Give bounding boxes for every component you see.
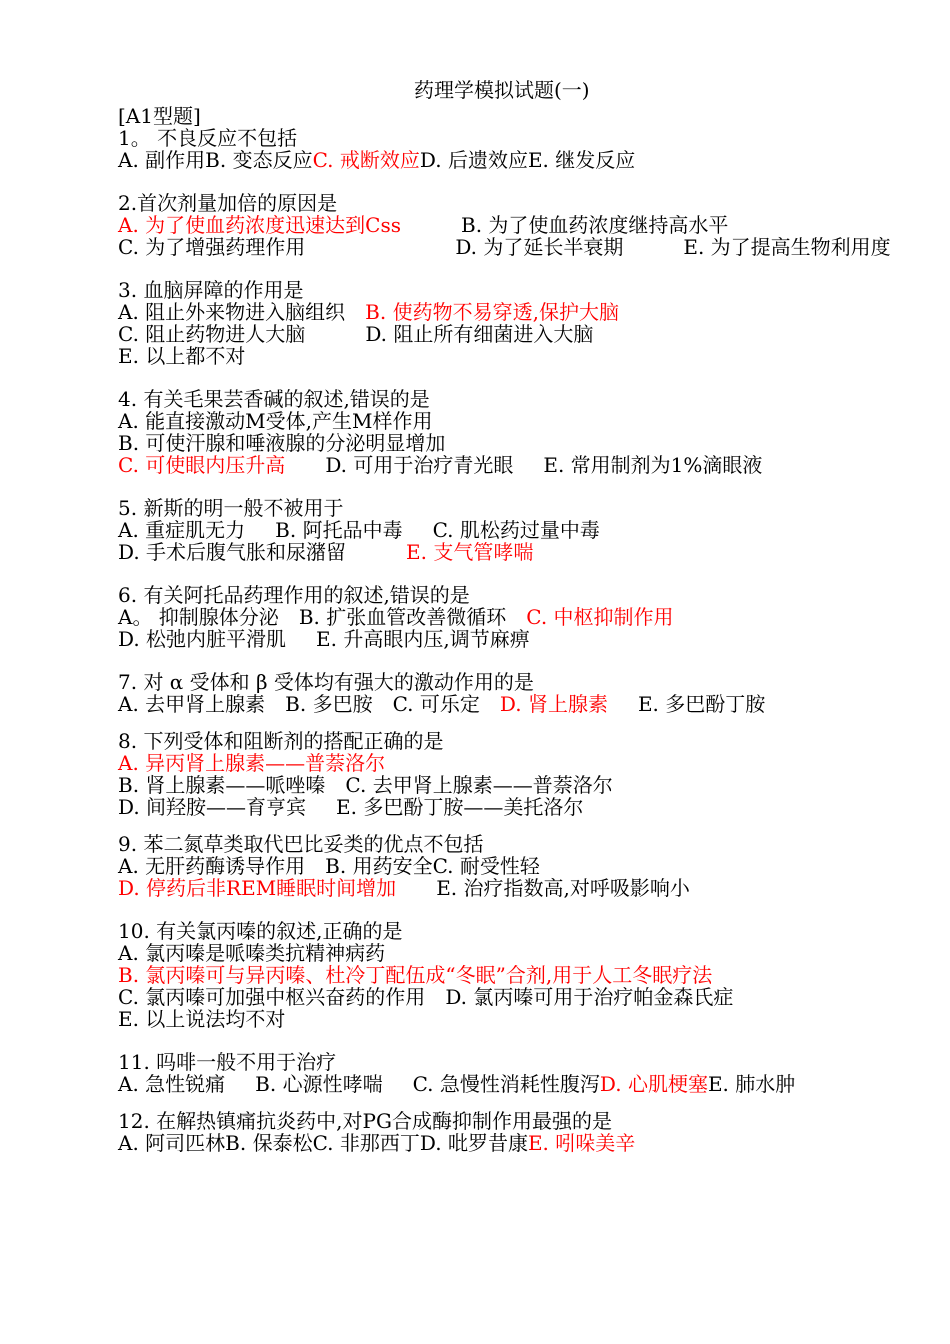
option-line: [118, 432, 930, 454]
option: D. 可用于治疗青光眼: [325, 453, 514, 477]
option: B. 可使汗腺和唾液腺的分泌明显增加: [118, 431, 446, 455]
option: C. 肌松药过量中毒: [432, 518, 600, 542]
answer-option: D. 心肌梗塞: [599, 1072, 708, 1096]
option-line: [118, 323, 930, 345]
option-line: [118, 1132, 930, 1154]
question-stem: 4. 有关毛果芸香碱的叙述,错误的是: [118, 387, 430, 411]
option: E. 多巴酚丁胺——美托洛尔: [336, 795, 584, 819]
question-7: [118, 671, 930, 715]
option: A. 阿司匹林: [118, 1131, 226, 1155]
question-stem: 1。 不良反应不包括: [118, 126, 298, 150]
option: E. 多巴酚丁胺: [637, 692, 766, 716]
answer-option: C. 中枢抑制作用: [526, 605, 674, 629]
option: A. 能直接激动M受体,产生M样作用: [118, 409, 433, 433]
option: D. 吡罗昔康: [419, 1131, 528, 1155]
answer-option: A. 异丙肾上腺素——普萘洛尔: [118, 751, 386, 775]
option-line: [118, 1073, 930, 1095]
option: C. 去甲肾上腺素——普萘洛尔: [345, 773, 613, 797]
option: B. 保泰松: [225, 1131, 313, 1155]
option: D. 氯丙嗪可用于治疗帕金森氏症: [445, 985, 734, 1009]
option: A. 重症肌无力: [118, 518, 246, 542]
question-stem: 12. 在解热镇痛抗炎药中,对PG合成酶抑制作用最强的是: [118, 1109, 612, 1133]
question-10: [118, 920, 930, 1030]
answer-option: B. 氯丙嗪可与异丙嗪、杜冷丁配伍成“冬眠”合剂,用于人工冬眠疗法: [118, 963, 713, 987]
answer-option: C. 可使眼内压升高: [118, 453, 286, 477]
question-stem: 11. 吗啡一般不用于治疗: [118, 1050, 337, 1074]
question-stem: 9. 苯二氮草类取代巴比妥类的优点不包括: [118, 832, 484, 856]
option: B. 阿托品中毒: [275, 518, 403, 542]
option: B. 多巴胺: [285, 692, 373, 716]
option-line: [118, 541, 930, 563]
question-stem: 5. 新斯的明一般不被用于: [118, 496, 344, 520]
option-line: [118, 1008, 930, 1030]
option: A。 抑制腺体分泌: [118, 605, 279, 629]
question-6: [118, 584, 930, 650]
question-stem: 6. 有关阿托品药理作用的叙述,错误的是: [118, 583, 470, 607]
option: E. 治疗指数高,对呼吸影响小: [436, 876, 690, 900]
question-stem: 8. 下列受体和阻断剂的搭配正确的是: [118, 729, 444, 753]
option: A. 副作用: [118, 148, 206, 172]
option: E. 常用制剂为1%滴眼液: [543, 453, 763, 477]
question-8: [118, 730, 930, 818]
answer-option: E. 支气管哮喘: [406, 540, 534, 564]
question-12: [118, 1110, 930, 1154]
option: D. 手术后腹气胀和尿潴留: [118, 540, 347, 564]
question-list: [118, 127, 930, 1175]
section-label: [A1型题]: [118, 104, 201, 128]
option-line: [118, 345, 930, 367]
option: E. 以上说法均不对: [118, 1007, 286, 1031]
option-line: [118, 855, 930, 877]
option: C. 为了增强药理作用: [118, 235, 306, 259]
question-stem: 3. 血脑屏障的作用是: [118, 278, 304, 302]
option: E. 以上都不对: [118, 344, 246, 368]
option-line: [118, 301, 930, 323]
answer-option: D. 肾上腺素: [499, 692, 608, 716]
option-line: [118, 519, 930, 541]
option: A. 急性锐痛: [118, 1072, 226, 1096]
option-line: [118, 410, 930, 432]
option: E. 升高眼内压,调节麻痹: [316, 627, 530, 651]
answer-option: C. 戒断效应: [312, 148, 420, 172]
option: A. 氯丙嗪是哌嗪类抗精神病药: [118, 941, 386, 965]
question-4: [118, 388, 930, 476]
option-line: [118, 796, 930, 818]
option: C. 可乐定: [392, 692, 480, 716]
option: C. 氯丙嗪可加强中枢兴奋药的作用: [118, 985, 426, 1009]
question-11: [118, 1051, 930, 1095]
option: D. 后遗效应: [419, 148, 528, 172]
question-stem: 10. 有关氯丙嗪的叙述,正确的是: [118, 919, 403, 943]
option: A. 去甲肾上腺素: [118, 692, 266, 716]
option: E. 继发反应: [527, 148, 636, 172]
option-line: [118, 693, 930, 715]
option: B. 用药安全: [325, 854, 433, 878]
question-5: [118, 497, 930, 563]
option: B. 心源性哮喘: [255, 1072, 383, 1096]
option: A. 无肝药酶诱导作用: [118, 854, 306, 878]
answer-option: A. 为了使血药浓度迅速达到Css: [118, 213, 401, 237]
answer-option: E. 吲哚美辛: [527, 1131, 636, 1155]
option-line: [118, 606, 930, 628]
option: B. 变态反应: [205, 148, 313, 172]
option: C. 耐受性轻: [432, 854, 540, 878]
option-line: [118, 774, 930, 796]
option: D. 阻止所有细菌进入大脑: [365, 322, 594, 346]
option-line: [118, 628, 930, 650]
option: C. 非那西丁: [312, 1131, 420, 1155]
option: A. 阻止外来物进入脑组织: [118, 300, 346, 324]
question-9: [118, 833, 930, 899]
answer-option: B. 使药物不易穿透,保护大脑: [365, 300, 619, 324]
option-line: [118, 877, 930, 899]
page-title: 药理学模拟试题(一): [414, 78, 590, 102]
option: B. 肾上腺素——哌唑嗪: [118, 773, 326, 797]
option-line: [118, 986, 930, 1008]
option: C. 阻止药物进人大脑: [118, 322, 306, 346]
option: E. 肺水肿: [707, 1072, 796, 1096]
option: D. 间羟胺——育亨宾: [118, 795, 307, 819]
option-line: [118, 454, 930, 476]
option: E. 为了提高生物利用度: [683, 235, 891, 259]
question-2: [118, 192, 930, 258]
question-stem: 2.首次剂量加倍的原因是: [118, 191, 338, 215]
option-line: [118, 214, 930, 236]
option-line: [118, 964, 930, 986]
answer-option: D. 停药后非REM睡眠时间增加: [118, 876, 397, 900]
question-1: [118, 127, 930, 171]
option: B. 为了使血药浓度继持高水平: [461, 213, 729, 237]
question-stem: 7. 对 α 受体和 β 受体均有强大的激动作用的是: [118, 670, 534, 694]
option-line: [118, 236, 930, 258]
option-line: [118, 752, 930, 774]
option: C. 急慢性消耗性腹泻: [412, 1072, 600, 1096]
option-line: [118, 149, 930, 171]
question-3: [118, 279, 930, 367]
option-line: [118, 942, 930, 964]
option: B. 扩张血管改善微循环: [298, 605, 507, 629]
option: D. 为了延长半衰期: [455, 235, 624, 259]
option: D. 松弛内脏平滑肌: [118, 627, 287, 651]
